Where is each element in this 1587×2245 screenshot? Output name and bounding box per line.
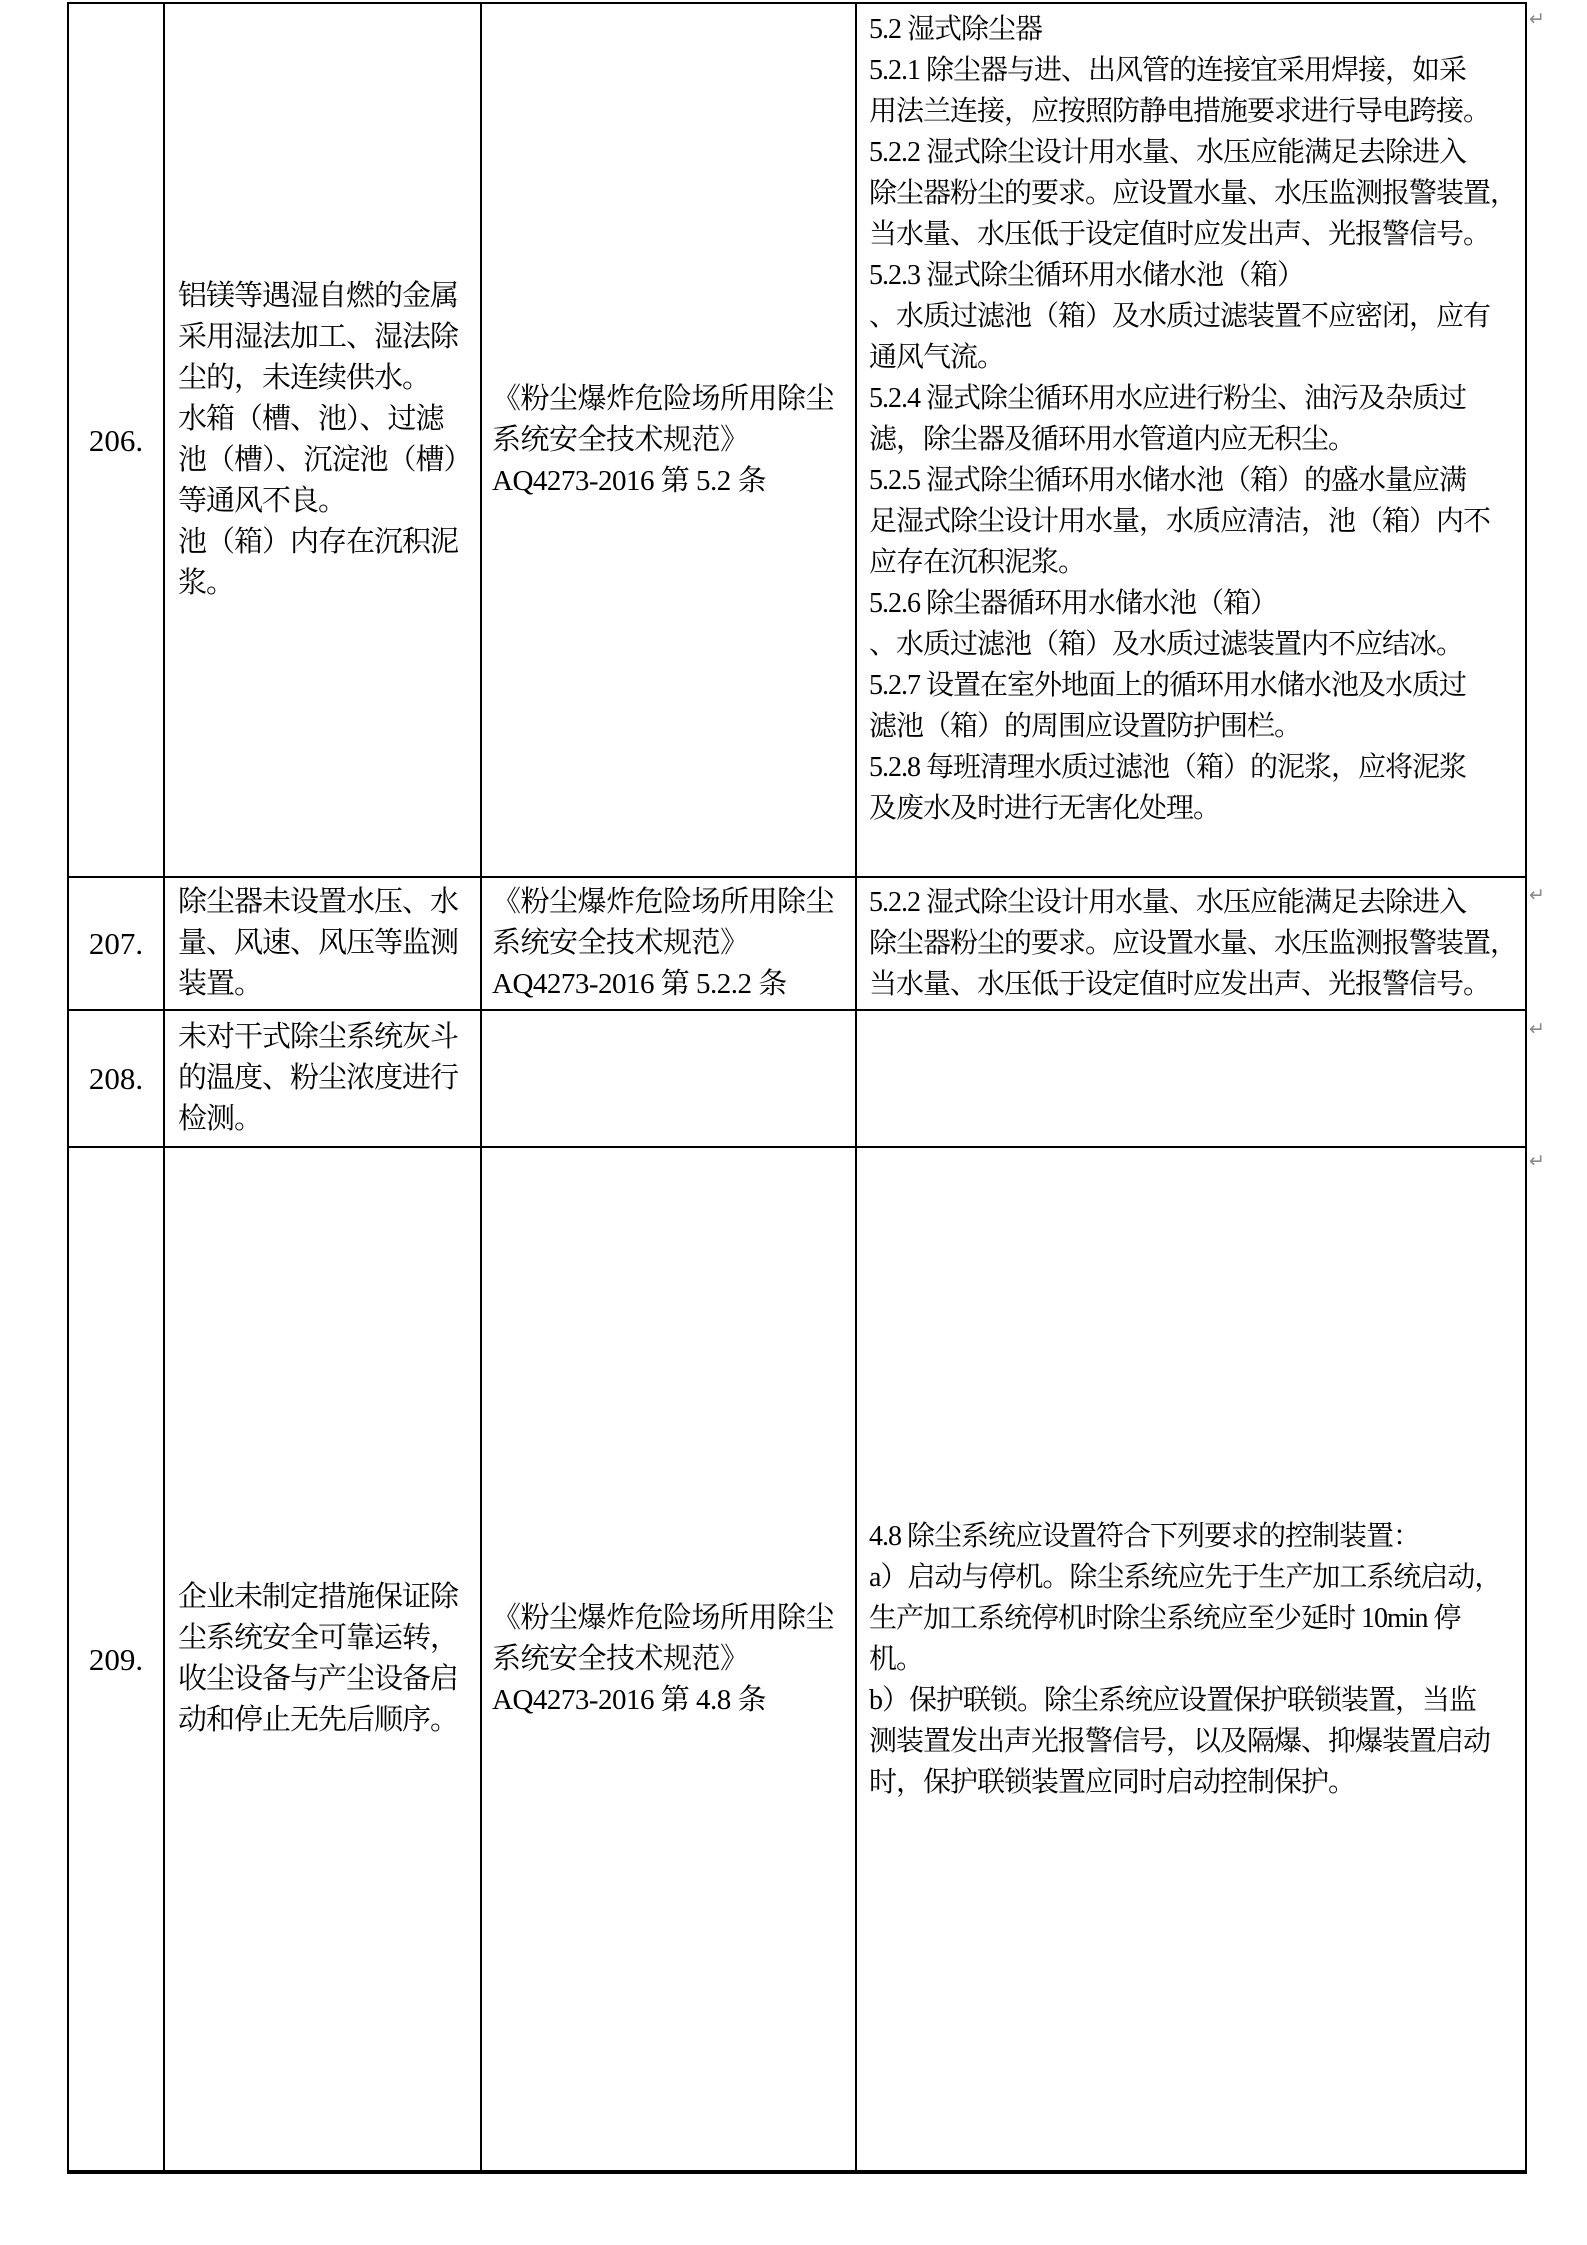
row-number-cell — [69, 1011, 165, 1146]
text-line: 收尘设备与产尘设备启 — [178, 1663, 459, 1695]
text-line: 浆。 — [178, 567, 235, 599]
text-line: 等通风不良。 — [178, 485, 347, 517]
row-number: 208. — [88, 1061, 144, 1096]
text-line: 5.2.1 除尘器与进、出风管的连接宜采用焊接，如采 — [869, 55, 1467, 86]
table-row-206 — [69, 4, 1525, 878]
row-number: 207. — [88, 926, 144, 961]
text-line: 滤，除尘器及循环用水管道内应无积尘。 — [869, 424, 1356, 455]
problem-description-cell — [165, 1011, 482, 1146]
text-line: 未对干式除尘系统灰斗 — [178, 1021, 459, 1053]
requirement-text-cell — [857, 1011, 1525, 1146]
row-number: 209. — [88, 1641, 144, 1677]
requirement-text-cell — [857, 878, 1525, 1009]
text-line: 5.2.4 湿式除尘循环用水应进行粉尘、油污及杂质过 — [869, 383, 1467, 414]
text-line: 检测。 — [178, 1103, 263, 1135]
text-line: 除尘器未设置水压、水 — [178, 886, 459, 918]
text-line: 4.8 除尘系统应设置符合下列要求的控制装置： — [869, 1520, 1421, 1552]
text-line: 尘系统安全可靠运转， — [178, 1622, 459, 1654]
text-line: 5.2.2 湿式除尘设计用水量、水压应能满足去除进入 — [869, 137, 1467, 168]
text-line: AQ4273-2016 第 5.2.2 条 — [492, 968, 787, 1000]
paragraph-mark-icon: ↵ — [1529, 1018, 1545, 1040]
standard-reference-cell — [482, 1148, 857, 2170]
text-line: 及废水及时进行无害化处理。 — [869, 793, 1221, 824]
text-line: 池（槽）、沉淀池（槽） — [178, 444, 472, 476]
standard-reference-cell — [482, 878, 857, 1009]
text-line: 5.2.3 湿式除尘循环用水储水池（箱） — [869, 260, 1305, 291]
row-number: 206. — [88, 422, 144, 458]
problem-description-cell — [165, 878, 482, 1009]
text-line: AQ4273-2016 第 4.8 条 — [492, 1683, 767, 1716]
text-line: 时，保护联锁装置应同时启动控制保护。 — [869, 1766, 1356, 1798]
standard-reference-cell — [482, 4, 857, 876]
text-line: 5.2.2 湿式除尘设计用水量、水压应能满足去除进入 — [869, 887, 1467, 918]
text-line: 生产加工系统停机时除尘系统应至少延时 10min 停 — [869, 1602, 1461, 1634]
text-line: 5.2.6 除尘器循环用水储水池（箱） — [869, 588, 1278, 619]
text-line: 滤池（箱）的周围应设置防护围栏。 — [869, 711, 1302, 742]
table-row-208 — [69, 1011, 1525, 1148]
text-line: 《粉尘爆炸危险场所用除尘 — [492, 382, 835, 415]
paragraph-mark-icon: ↵ — [1529, 8, 1545, 30]
table-row-209 — [69, 1148, 1525, 2170]
row-number-cell — [69, 878, 165, 1009]
text-line: 动和停止无先后顺序。 — [178, 1704, 459, 1736]
text-line: 系统安全技术规范》 — [492, 1642, 749, 1675]
requirement-text-cell — [857, 1148, 1525, 2170]
text-line: 应存在沉积泥浆。 — [869, 547, 1086, 578]
text-line: 企业未制定措施保证除 — [178, 1581, 459, 1613]
text-line: 水箱（槽、池）、过滤 — [178, 403, 444, 435]
text-line: 量、风速、风压等监测 — [178, 927, 459, 959]
text-line: 除尘器粉尘的要求。应设置水量、水压监测报警装置， — [869, 928, 1518, 959]
text-line: 5.2.8 每班清理水质过滤池（箱）的泥浆，应将泥浆 — [869, 752, 1467, 783]
text-line: 5.2.7 设置在室外地面上的循环用水储水池及水质过 — [869, 670, 1467, 701]
text-line: 尘的，未连续供水。 — [178, 362, 431, 394]
table-row-207 — [69, 878, 1525, 1011]
text-line: 5.2.5 湿式除尘循环用水储水池（箱）的盛水量应满 — [869, 465, 1467, 496]
row-number-cell — [69, 4, 165, 876]
text-line: 装置。 — [178, 968, 263, 1000]
text-line: AQ4273-2016 第 5.2 条 — [492, 464, 767, 497]
paragraph-mark-icon: ↵ — [1529, 884, 1545, 906]
standard-reference-cell — [482, 1011, 857, 1146]
text-line: 、水质过滤池（箱）及水质过滤装置内不应结冰。 — [869, 629, 1464, 660]
row-number-cell — [69, 1148, 165, 2170]
text-line: 的温度、粉尘浓度进行 — [178, 1062, 459, 1094]
paragraph-mark-icon: ↵ — [1529, 1150, 1545, 1172]
text-line: 机。 — [869, 1643, 924, 1675]
text-line: 铝镁等遇湿自燃的金属 — [178, 280, 459, 312]
text-line: 采用湿法加工、湿法除 — [178, 321, 459, 353]
text-line: 通风气流。 — [869, 342, 1005, 373]
text-line: 系统安全技术规范》 — [492, 927, 749, 959]
requirement-text-cell — [857, 4, 1525, 876]
text-line: 5.2 湿式除尘器 — [869, 14, 1043, 45]
text-line: 除尘器粉尘的要求。应设置水量、水压监测报警装置， — [869, 178, 1518, 209]
problem-description-cell — [165, 1148, 482, 2170]
text-line: 系统安全技术规范》 — [492, 423, 749, 456]
text-line: 《粉尘爆炸危险场所用除尘 — [492, 886, 835, 918]
text-line: 《粉尘爆炸危险场所用除尘 — [492, 1601, 835, 1634]
text-line: 池（箱）内存在沉积泥 — [178, 526, 459, 558]
text-line: 当水量、水压低于设定值时应发出声、光报警信号。 — [869, 969, 1491, 1000]
text-line: 用法兰连接，应按照防静电措施要求进行导电跨接。 — [869, 96, 1491, 127]
inspection-table — [67, 2, 1527, 2174]
text-line: b）保护联锁。除尘系统应设置保护联锁装置，当监 — [869, 1684, 1477, 1716]
text-line: 、水质过滤池（箱）及水质过滤装置不应密闭，应有 — [869, 301, 1491, 332]
problem-description-cell — [165, 4, 482, 876]
text-line: a）启动与停机。除尘系统应先于生产加工系统启动， — [869, 1561, 1502, 1593]
text-line: 测装置发出声光报警信号，以及隔爆、抑爆装置启动 — [869, 1725, 1491, 1757]
text-line: 当水量、水压低于设定值时应发出声、光报警信号。 — [869, 219, 1491, 250]
text-line: 足湿式除尘设计用水量，水质应清洁，池（箱）内不 — [869, 506, 1491, 537]
